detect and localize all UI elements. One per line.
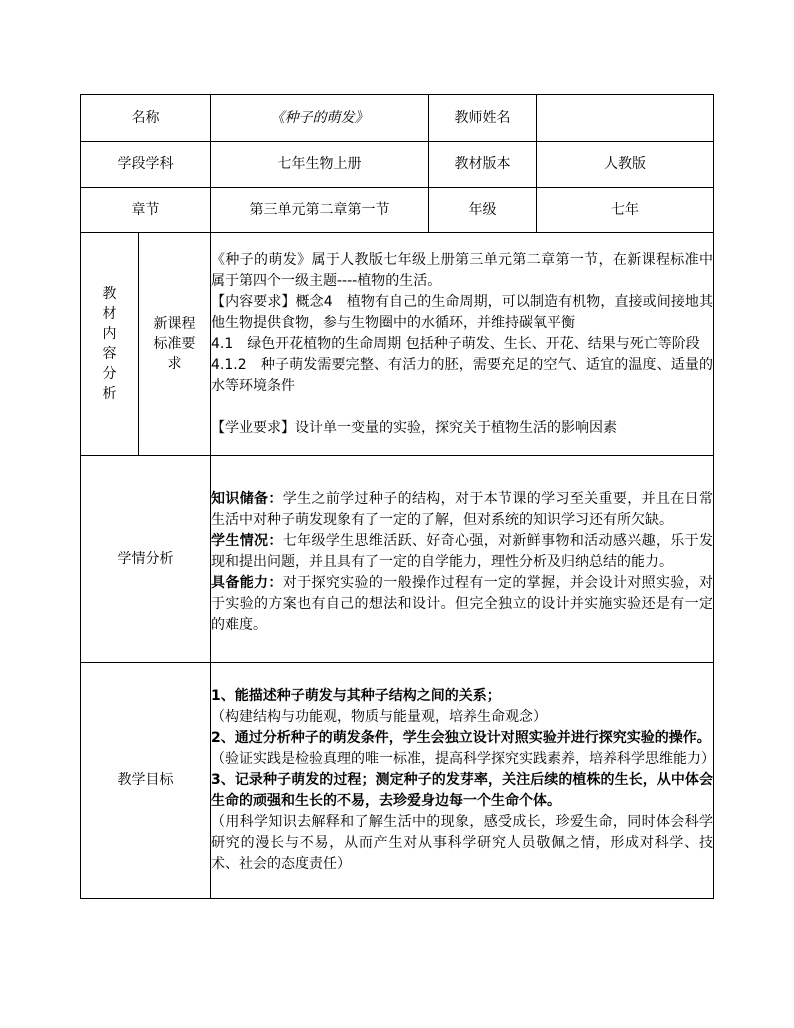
row-analysis [81, 233, 714, 456]
row-goals [81, 663, 714, 899]
analysis-paragraph-1: 《种子的萌发》属于人教版七年级上册第三单元第二章第一节，在新课程标准中属于第四个一级主题----植物的生活。 [211, 251, 713, 289]
situation-title: 学生情况： [211, 532, 283, 549]
analysis-paragraph-5: 【学业要求】设计单一变量的实验，探究关于植物生活的影响因素 [211, 419, 617, 436]
goal-2: 2、通过分析种子的萌发条件，学生会独立设计对照实验并进行探究实验的操作。 [211, 730, 711, 746]
chapter-label: 章节 [81, 188, 211, 233]
grade-label: 年级 [429, 188, 537, 233]
spacer [211, 397, 713, 418]
goal-3-note: （用科学知识去解释和了解生活中的现象，感受成长，珍爱生命，同时体会科学研究的漫长与不易，从而产生对从事科学研究人员敬佩之情，形成对科学、技术、社会的态度责任） [211, 814, 713, 872]
analysis-paragraph-2: 【内容要求】概念4 植物有自己的生命周期，可以制造有机物，直接或间接地其他生物提供食物，参与生物圈中的水循环，并维持碳氧平衡 [211, 293, 713, 331]
goal-1-note: （构建结构与功能观，物质与能量观，培养生命观念） [211, 709, 547, 725]
row-name [81, 95, 714, 142]
name-label: 名称 [81, 95, 211, 142]
knowledge-paragraph [211, 489, 713, 531]
analysis-outer-cell [81, 233, 139, 456]
goal-1: 1、能描述种子萌发与其种子结构之间的关系； [211, 688, 501, 704]
stage-label: 学段学科 [81, 142, 211, 188]
analysis-outer-label: 教材内容分析 [102, 286, 117, 402]
ability-text: 对于探究实验的一般操作过程有一定的掌握，并会设计对照实验，对于实验的方案也有自己的想法和设计。但完全独立的设计并实施实验还是有一定的难度。 [211, 574, 713, 633]
analysis-paragraph-3: 4.1 绿色开花植物的生命周期 包括种子萌发、生长、开花、结果与死亡等阶段 [211, 335, 700, 352]
goals-content [211, 663, 714, 899]
situation-paragraph [211, 531, 713, 573]
row-stage [81, 142, 714, 188]
ability-paragraph [211, 573, 713, 636]
row-students [81, 456, 714, 663]
situation-text: 七年级学生思维活跃、好奇心强，对新鲜事物和活动感兴趣，乐于发现和提出问题，并且具有了一定的自学能力，理性分析及归纳总结的能力。 [211, 532, 713, 570]
stage-value: 七年生物上册 [211, 142, 429, 188]
row-chapter [81, 188, 714, 233]
analysis-paragraph-4: 4.1.2 种子萌发需要完整、有活力的胚，需要充足的空气、适宜的温度、适量的水等环境条件 [211, 356, 713, 394]
analysis-inner-label: 新课程标准要求 [153, 316, 196, 372]
chapter-value: 第三单元第二章第一节 [211, 188, 429, 233]
lesson-plan-table [80, 94, 714, 899]
knowledge-text: 学生之前学过种子的结构，对于本节课的学习至关重要，并且在日常生活中对种子萌发现象有了一定的了解，但对系统的知识学习还有所欠缺。 [211, 490, 713, 528]
knowledge-title: 知识储备： [211, 490, 283, 507]
name-value: 《种子的萌发》 [211, 95, 429, 142]
ability-title: 具备能力： [211, 574, 283, 591]
students-content [211, 456, 714, 663]
goal-2-note: （验证实践是检验真理的唯一标准，提高科学探究实践素养，培养科学思维能力） [211, 751, 715, 767]
analysis-content [211, 233, 714, 456]
edition-value: 人教版 [537, 142, 714, 188]
students-label: 学情分析 [81, 456, 211, 663]
goal-3: 3、记录种子萌发的过程；测定种子的发芽率，关注后续的植株的生长，从中体会生命的顽强和生长的不易，去珍爱身边每一个生命个体。 [211, 772, 713, 809]
teacher-value [537, 95, 714, 142]
edition-label: 教材版本 [429, 142, 537, 188]
grade-value: 七年 [537, 188, 714, 233]
analysis-inner-cell [139, 233, 211, 456]
goals-label: 教学目标 [81, 663, 211, 899]
teacher-label: 教师姓名 [429, 95, 537, 142]
